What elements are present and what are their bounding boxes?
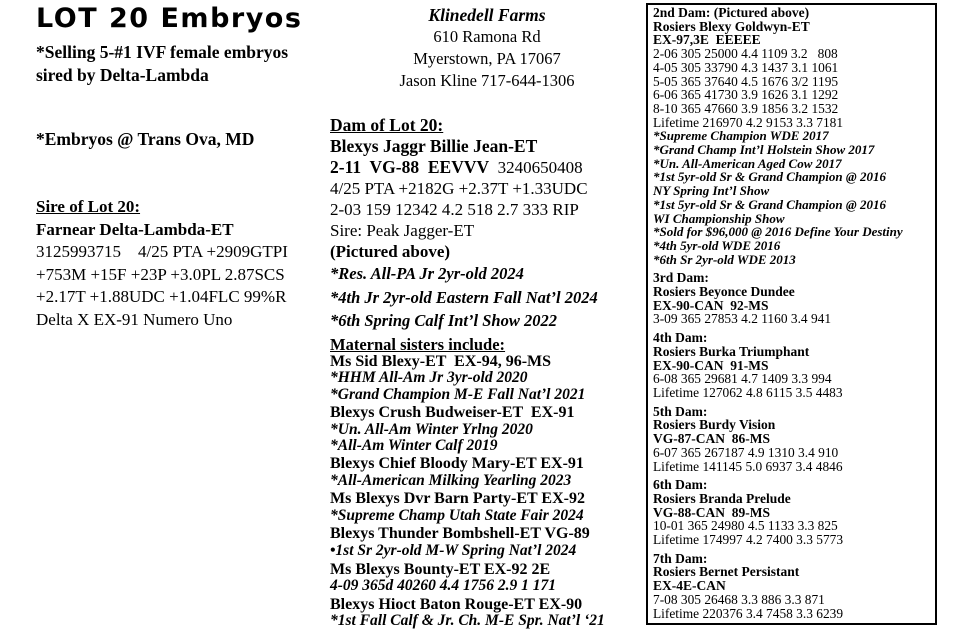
cow-classification: EX-90-CAN 92-MS <box>653 297 769 313</box>
sister-name: Blexys Hioct Baton Rouge-ET EX-90 <box>330 595 583 613</box>
sire-stat-line: 3125993715 4/25 PTA +2909GTPI <box>36 242 288 261</box>
dam-section-2nd <box>653 6 930 266</box>
award-line: *1st 5yr-old Sr & Grand Champion @ 2016 <box>653 196 886 212</box>
record-line: Lifetime 141145 5.0 6937 3.4 4846 <box>653 458 843 474</box>
dam-classification: 2-11 VG-88 EEVVV <box>330 157 490 177</box>
selling-line-2: sired by Delta-Lambda <box>36 65 209 85</box>
cow-name: Rosiers Beyonce Dundee <box>653 284 795 300</box>
dam-section-4th <box>653 331 930 400</box>
sister-name: Blexys Chief Bloody Mary-ET EX-91 <box>330 455 584 473</box>
record-line: Lifetime 216970 4.2 9153 3.3 7181 <box>653 114 844 130</box>
sister-award-line: *HHM All-Am Jr 3yr-old 2020 <box>330 369 528 387</box>
left-column <box>36 2 332 331</box>
sister-entry <box>330 562 644 595</box>
farm-address-line-1: 610 Ramona Rd <box>433 27 541 46</box>
record-line: 10-01 365 24980 4.5 1133 3.3 825 <box>653 518 838 534</box>
sister-name: Ms Blexys Bounty-ET EX-92 2E <box>330 560 551 578</box>
selling-line-1: *Selling 5-#1 IVF female embryos <box>36 42 289 62</box>
award-line: *6th Sr 2yr-old WDE 2013 <box>653 251 796 267</box>
record-line: Lifetime 127062 4.8 6115 3.5 4483 <box>653 384 843 400</box>
sister-award-line: *1st Fall Calf & Jr. Ch. M-E Spr. Nat’l ‘21 <box>330 612 605 630</box>
center-column <box>330 4 644 632</box>
sister-award-line: *Grand Champion M-E Fall Nat’l 2021 <box>330 385 586 403</box>
record-line: 6-06 365 41730 3.9 1626 3.1 1292 <box>653 87 839 103</box>
record-line: 8-10 365 47660 3.9 1856 3.2 1532 <box>653 100 839 116</box>
cow-classification: VG-88-CAN 89-MS <box>653 504 770 520</box>
sister-name: Ms Blexys Dvr Barn Party-ET EX-92 <box>330 490 585 508</box>
dam-award-line: *6th Spring Calf Int’l Show 2022 <box>330 311 557 330</box>
dam-section-heading: 4th Dam: <box>653 330 708 346</box>
award-line: NY Spring Int’l Show <box>653 183 770 199</box>
sister-entry <box>330 456 644 489</box>
dam-section-3rd <box>653 271 930 326</box>
sister-award-line: *Un. All-Am Winter Yrlng 2020 <box>330 420 533 438</box>
selling-note <box>36 41 332 87</box>
sister-entry <box>330 354 644 403</box>
dam-section-7th <box>653 552 930 621</box>
cow-classification: VG-87-CAN 86-MS <box>653 431 770 447</box>
dam-heading: Dam of Lot 20: <box>330 115 444 135</box>
award-line: *Un. All-American Aged Cow 2017 <box>653 155 842 171</box>
dam-section-heading: 2nd Dam: (Pictured above) <box>653 5 810 20</box>
sire-section <box>36 196 332 331</box>
sire-pedigree-line: Delta X EX-91 Numero Uno <box>36 309 233 329</box>
record-line: Lifetime 174997 4.2 7400 3.3 5773 <box>653 532 844 548</box>
award-line: *Supreme Champion WDE 2017 <box>653 128 829 144</box>
cow-classification: EX-97,3E EEEEE <box>653 32 761 48</box>
sire-name: Farnear Delta-Lambda-ET <box>36 219 234 239</box>
record-line: 6-07 365 267187 4.9 1310 3.4 910 <box>653 444 839 460</box>
cow-name: Rosiers Burka Triumphant <box>653 343 810 359</box>
cow-name: Rosiers Branda Prelude <box>653 490 791 506</box>
record-line: 2-06 305 25000 4.4 1109 3.2 808 <box>653 46 838 62</box>
dam-registration-number: 3240650408 <box>489 158 583 177</box>
dam-section-6th <box>653 478 930 547</box>
sister-award-line: *All-American Milking Yearling 2023 <box>330 472 572 490</box>
record-line: 7-08 305 26468 3.3 886 3.3 871 <box>653 591 825 607</box>
sister-name: Blexys Crush Budweiser-ET EX-91 <box>330 403 575 421</box>
cow-name: Rosiers Burdy Vision <box>653 417 776 433</box>
record-line: 5-05 365 37640 4.5 1676 3/2 1195 <box>653 73 839 89</box>
sire-heading: Sire of Lot 20: <box>36 197 141 216</box>
farm-name: Klinedell Farms <box>428 5 546 25</box>
sire-stat-line: +753M +15F +23P +3.0PL 2.87SCS <box>36 264 285 284</box>
dam-section-heading: 7th Dam: <box>653 550 708 566</box>
cow-classification: EX-90-CAN 91-MS <box>653 357 769 373</box>
record-line: 4-05 305 33790 4.3 1437 3.1 1061 <box>653 59 839 75</box>
award-line: WI Championship Show <box>653 210 785 226</box>
dam-pedigree-box <box>646 3 937 625</box>
sister-entry <box>330 491 644 524</box>
pictured-note: (Pictured above) <box>330 242 451 261</box>
cow-name: Rosiers Blexy Goldwyn-ET <box>653 18 810 34</box>
dam-score-line <box>330 157 644 178</box>
dam-award-line: *4th Jr 2yr-old Eastern Fall Nat’l 2024 <box>330 287 598 307</box>
dam-record-line: 2-03 159 12342 4.2 518 2.7 333 RIP <box>330 200 579 219</box>
sister-award-line: •1st Sr 2yr-old M-W Spring Nat’l 2024 <box>330 542 577 560</box>
dam-award-line: *Res. All-PA Jr 2yr-old 2024 <box>330 264 524 283</box>
cow-name: Rosiers Bernet Persistant <box>653 564 800 580</box>
sister-entry <box>330 597 644 630</box>
record-line: 6-08 365 29681 4.7 1409 3.3 994 <box>653 371 832 387</box>
embryo-location-note: *Embryos @ Trans Ova, MD <box>36 129 255 149</box>
sister-award-line: *Supreme Champ Utah State Fair 2024 <box>330 507 584 525</box>
sister-name: Blexys Thunder Bombshell-ET VG-89 <box>330 525 590 543</box>
dam-section-heading: 5th Dam: <box>653 403 708 419</box>
dam-section-5th <box>653 405 930 474</box>
dam-section-heading: 6th Dam: <box>653 477 708 493</box>
sister-name: Ms Sid Blexy-ET EX-94, 96-MS <box>330 352 552 370</box>
sister-entry <box>330 405 644 454</box>
dam-section-heading: 3rd Dam: <box>653 270 709 286</box>
award-line: *4th 5yr-old WDE 2016 <box>653 237 781 253</box>
record-line: Lifetime 220376 3.4 7458 3.3 6239 <box>653 605 844 621</box>
lot-title: LOT 20 Embryos <box>36 3 303 34</box>
maternal-sisters-section <box>330 336 644 630</box>
dam-stat-line: 4/25 PTA +2182G +2.37T +1.33UDC <box>330 179 588 198</box>
farm-contact-block <box>330 4 644 92</box>
sister-entry <box>330 526 644 559</box>
sisters-heading: Maternal sisters include: <box>330 334 506 354</box>
cow-classification: EX-4E-CAN <box>653 578 726 594</box>
farm-contact-phone: Jason Kline 717-644-1306 <box>399 71 575 90</box>
farm-address-line-2: Myerstown, PA 17067 <box>413 49 561 68</box>
sister-award-line: *All-Am Winter Calf 2019 <box>330 436 498 454</box>
award-line: *1st 5yr-old Sr & Grand Champion @ 2016 <box>653 169 886 185</box>
sister-record-line: 4-09 365d 40260 4.4 1756 2.9 1 171 <box>330 577 557 595</box>
record-line: 3-09 365 27853 4.2 1160 3.4 941 <box>653 311 832 327</box>
dam-sire-line: Sire: Peak Jagger-ET <box>330 221 475 240</box>
dam-awards <box>330 262 644 333</box>
dam-name: Blexys Jaggr Billie Jean-ET <box>330 136 538 156</box>
award-line: *Sold for $96,000 @ 2016 Define Your Destiny <box>653 224 903 240</box>
sire-stat-line: +2.17T +1.88UDC +1.04FLC 99%R <box>36 287 287 306</box>
dam-section <box>330 115 644 333</box>
award-line: *Grand Champ Int’l Holstein Show 2017 <box>653 142 875 158</box>
